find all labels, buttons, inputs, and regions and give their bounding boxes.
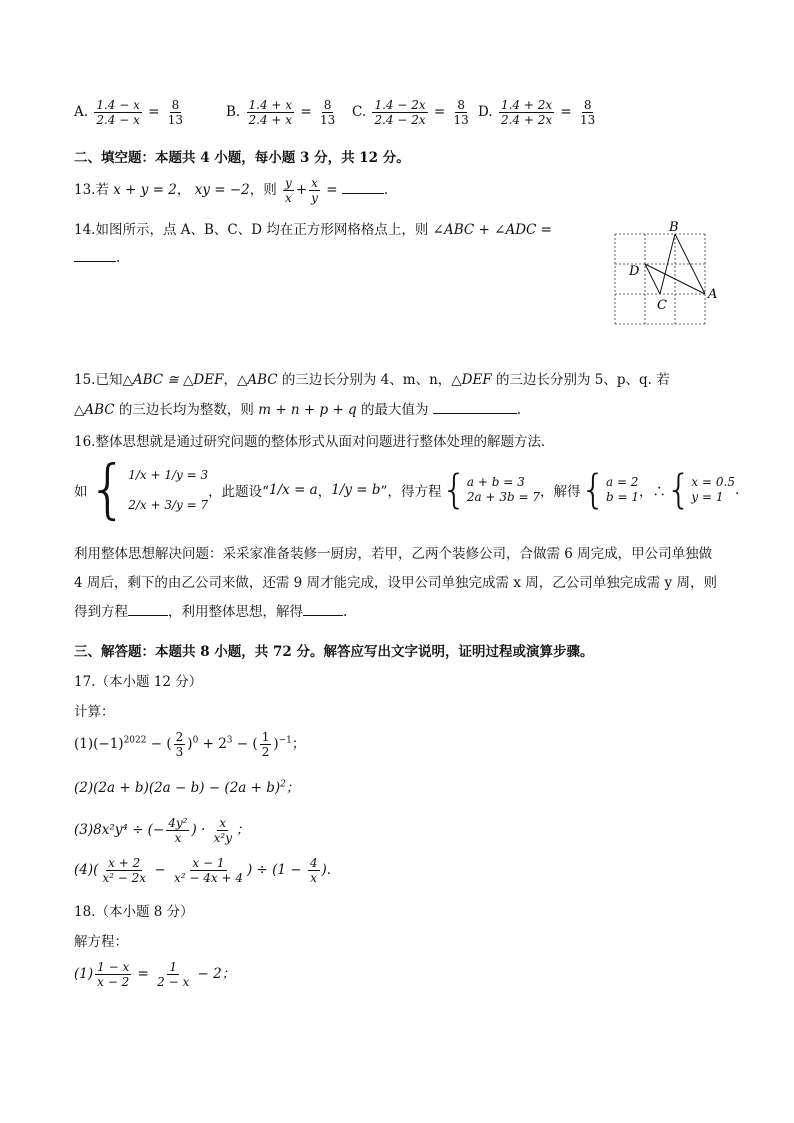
q14-expression: ∠ABC + ∠ADC = bbox=[432, 222, 552, 238]
system-line: a + b = 3 bbox=[466, 475, 525, 489]
system-line: b = 1 bbox=[605, 490, 639, 504]
q15-expression: m + n + p + q bbox=[258, 402, 357, 418]
option-label: B. bbox=[226, 104, 241, 120]
exponent: 2022 bbox=[123, 735, 147, 746]
q16-text: ，此题设“ bbox=[208, 484, 270, 500]
denominator: 13 bbox=[167, 113, 184, 127]
expr-text: + 2 bbox=[198, 736, 227, 752]
expr-text: − ( bbox=[232, 736, 258, 752]
fraction bbox=[452, 98, 471, 127]
question-18-head: 18.（本小题 8 分） bbox=[74, 904, 194, 920]
numerator: 2 bbox=[175, 730, 184, 744]
denominator: 2 − x bbox=[157, 975, 190, 989]
answer-blank[interactable] bbox=[433, 413, 517, 414]
question-17-head: 17.（本小题 12 分） bbox=[74, 674, 203, 690]
fraction bbox=[283, 176, 294, 205]
answer-blank[interactable] bbox=[342, 193, 384, 194]
q16-end: . bbox=[734, 482, 740, 498]
question-17-task: 计算： bbox=[74, 704, 115, 720]
q13-sep: ， bbox=[176, 182, 191, 198]
expr-text: = bbox=[133, 966, 154, 982]
fraction bbox=[166, 816, 189, 845]
q15-text: 的三边长分别为 4、m、n， bbox=[277, 372, 452, 388]
question-14 bbox=[74, 218, 552, 238]
option-a: A. $\frac{1.4 - x}{2.4 - x}$ = $\frac{8}{13}$ bbox=[74, 98, 184, 127]
denominator: x²y bbox=[213, 831, 232, 845]
substitution-b: 1/y = b bbox=[331, 482, 381, 498]
system-line: 2a + 3b = 7 bbox=[466, 490, 541, 504]
fraction bbox=[499, 98, 554, 127]
q16-text: ，∴ bbox=[638, 484, 666, 500]
question-15-line-2 bbox=[74, 398, 521, 418]
numerator: 1 − x bbox=[97, 960, 130, 974]
q17-part-3 bbox=[74, 816, 249, 845]
expr-text: − bbox=[150, 862, 170, 878]
numerator: x bbox=[219, 816, 227, 830]
denominator: y bbox=[311, 191, 318, 205]
system-line: x = 0.5 bbox=[691, 475, 735, 489]
numerator: 1.4 − x bbox=[96, 98, 140, 112]
question-16-problem bbox=[74, 540, 724, 627]
q15-triangle: △DEF bbox=[451, 372, 492, 388]
expr-text: ； bbox=[285, 780, 300, 796]
fraction bbox=[155, 960, 191, 989]
brace-icon: { bbox=[441, 467, 467, 513]
question-16-example bbox=[74, 453, 740, 527]
answer-blank-equation[interactable] bbox=[128, 615, 168, 616]
expr-text: ； bbox=[291, 736, 306, 752]
answer-blank-solution[interactable] bbox=[303, 615, 343, 616]
numerator: 1 bbox=[169, 960, 177, 974]
numerator: 4y² bbox=[168, 816, 188, 830]
q16-text: ，解得 bbox=[540, 484, 581, 500]
q15-text: 15.已知 bbox=[74, 372, 123, 388]
denominator: 13 bbox=[453, 113, 469, 127]
denominator: x bbox=[285, 191, 292, 205]
denominator: 2 bbox=[261, 745, 270, 759]
question-13 bbox=[74, 176, 388, 205]
expr-text: (1)(−1) bbox=[74, 736, 124, 752]
q16-problem-text: 利用整体思想解决问题：采采家准备装修一厨房，若甲，乙两个装修公司，合做需 6 周完成，甲公司单独做 4 周后，剩下的由乙公司来做，还需 9 周才能完成，设甲公司单独完成需 x 周，乙公司单独完成需 y 周，则得到方程 bbox=[74, 546, 717, 620]
fraction bbox=[172, 856, 245, 885]
numerator: 1.4 + x bbox=[248, 98, 293, 112]
expr-text: − 2； bbox=[193, 966, 236, 982]
system-3 bbox=[606, 475, 639, 505]
denominator: 2.4 − x bbox=[96, 113, 140, 127]
numerator: x + 2 bbox=[108, 856, 141, 870]
q15-triangle: △ABC bbox=[236, 372, 278, 388]
q16-text: ”，得方程 bbox=[380, 484, 442, 500]
exponent: −1 bbox=[278, 735, 292, 746]
fraction bbox=[174, 730, 186, 759]
question-15-line-1 bbox=[74, 368, 670, 388]
expr-text: (1) bbox=[74, 966, 94, 982]
fraction bbox=[95, 960, 131, 989]
q17-part-4 bbox=[74, 856, 331, 885]
option-c: C. $\frac{1.4 - 2x}{2.4 - 2x}$ = $\frac{8}{13}$ bbox=[352, 98, 469, 127]
q15-triangle: △ABC bbox=[74, 402, 115, 418]
q14-text: 14.如图所示，点 A、B、C、D 均在正方形网格格点上，则 bbox=[74, 222, 429, 238]
q15-text: 的三边长均为整数，则 bbox=[114, 402, 259, 418]
grid-figure bbox=[612, 220, 724, 330]
option-label: A. bbox=[74, 104, 89, 120]
q15-text: 的三边长分别为 5、p、q. 若 bbox=[491, 372, 670, 388]
expr-text: − ( bbox=[146, 736, 172, 752]
q16-text: ， bbox=[317, 484, 332, 500]
q14-end: . bbox=[116, 250, 121, 266]
fraction bbox=[100, 856, 148, 885]
fraction bbox=[247, 98, 295, 127]
exponent: 3 bbox=[226, 735, 233, 746]
q13-condition-1: x + y = 2 bbox=[113, 182, 177, 198]
numerator: 4 bbox=[309, 856, 318, 870]
label-c: C bbox=[657, 298, 667, 313]
denominator: x² − 2x bbox=[102, 871, 147, 885]
numerator: 1 bbox=[261, 730, 270, 744]
q13-then: ，则 bbox=[249, 182, 277, 198]
substitution-a: 1/x = a bbox=[269, 482, 318, 498]
numerator: 8 bbox=[583, 98, 592, 112]
exponent: 0 bbox=[192, 735, 199, 746]
numerator: 1.4 + 2x bbox=[500, 98, 553, 112]
numerator: 8 bbox=[323, 98, 332, 112]
brace-icon: { bbox=[87, 453, 129, 527]
denominator: x bbox=[310, 871, 318, 885]
denominator: 2.4 + x bbox=[248, 113, 293, 127]
denominator: 13 bbox=[319, 113, 336, 127]
question-16-intro: 16.整体思想就是通过研究问题的整体形式从面对问题进行整体处理的解题方法． bbox=[74, 434, 555, 450]
q15-text: 的最大值为 bbox=[356, 402, 429, 418]
numerator: x bbox=[311, 176, 318, 190]
fraction bbox=[318, 98, 337, 127]
expr-text: ) bbox=[187, 736, 193, 752]
option-label: C. bbox=[352, 104, 367, 120]
system-1 bbox=[128, 460, 208, 520]
system-line: 1/x + 1/y = 3 bbox=[128, 468, 209, 482]
q13-prefix: 13.若 bbox=[74, 182, 109, 198]
expr-text: (4)( bbox=[74, 862, 99, 878]
numerator: x − 1 bbox=[192, 856, 225, 870]
option-b: B. $\frac{1.4 + x}{2.4 + x}$ = $\frac{8}{13}$ bbox=[226, 98, 336, 127]
label-d: D bbox=[629, 264, 640, 279]
denominator: x − 2 bbox=[97, 975, 130, 989]
fraction bbox=[94, 98, 142, 127]
brace-icon: { bbox=[580, 467, 606, 513]
denominator: 2.4 + 2x bbox=[500, 113, 553, 127]
q13-end: . bbox=[383, 182, 389, 198]
q18-part-1 bbox=[74, 960, 235, 989]
q16-ru: 如 bbox=[74, 484, 88, 500]
question-18-task: 解方程： bbox=[74, 934, 128, 950]
fraction bbox=[212, 816, 234, 845]
q16-problem-text: ，利用整体思想，解得 bbox=[168, 604, 303, 620]
fraction bbox=[308, 856, 320, 885]
option-label: D. bbox=[478, 104, 493, 120]
expr-text: ) ÷ (1 − bbox=[246, 862, 306, 878]
denominator: x² − 4x + 4 bbox=[173, 871, 243, 885]
system-line: 2/x + 3/y = 7 bbox=[128, 498, 209, 512]
section-2-title: 二、填空题：本题共 4 小题，每小题 3 分，共 12 分。 bbox=[74, 150, 410, 166]
system-4 bbox=[691, 475, 735, 505]
equals-sign: = bbox=[326, 182, 338, 198]
system-line: y = 1 bbox=[691, 490, 724, 504]
denominator: 2.4 − 2x bbox=[374, 113, 426, 127]
q17-part-2 bbox=[74, 776, 299, 796]
denominator: x bbox=[174, 831, 182, 845]
numerator: y bbox=[285, 176, 292, 190]
denominator: 3 bbox=[175, 745, 184, 759]
q16-problem-text: . bbox=[343, 604, 348, 620]
numerator: 1.4 − 2x bbox=[374, 98, 426, 112]
q17-part-1 bbox=[74, 730, 305, 759]
plus-sign: + bbox=[295, 182, 308, 198]
fraction bbox=[166, 98, 185, 127]
expr-text: (3)8x²y⁴ ÷ (− bbox=[74, 822, 165, 838]
fraction bbox=[260, 730, 272, 759]
label-a: A bbox=[708, 287, 718, 302]
option-d: D. $\frac{1.4 + 2x}{2.4 + 2x}$ = $\frac{8}{13}$ bbox=[478, 98, 596, 127]
expr-text: ； bbox=[235, 822, 250, 838]
exponent: 2 bbox=[280, 779, 286, 790]
denominator: 13 bbox=[580, 113, 596, 127]
fraction bbox=[578, 98, 597, 127]
q13-condition-2: xy = −2 bbox=[194, 182, 250, 198]
q15-end: . bbox=[516, 402, 522, 418]
fraction bbox=[372, 98, 427, 127]
system-2 bbox=[467, 475, 540, 505]
q15-text: ， bbox=[223, 372, 237, 388]
fraction bbox=[309, 176, 320, 205]
expr-text: (2)(2a + b)(2a − b) − (2a + b) bbox=[74, 780, 281, 796]
expr-text: ) bbox=[273, 736, 279, 752]
brace-icon: { bbox=[665, 467, 692, 513]
q15-congruence: △ABC ≅ △DEF bbox=[122, 372, 224, 388]
expr-text: ). bbox=[321, 862, 332, 878]
answer-blank[interactable] bbox=[74, 261, 116, 262]
numerator: 8 bbox=[457, 98, 465, 112]
system-line: a = 2 bbox=[605, 475, 639, 489]
label-b: B bbox=[669, 220, 679, 235]
numerator: 8 bbox=[171, 98, 180, 112]
section-3-title: 三、解答题：本题共 8 小题，共 72 分。解答应写出文字说明，证明过程或演算步骤。 bbox=[74, 644, 594, 660]
q14-answer-line bbox=[74, 250, 120, 266]
expr-text: ) · bbox=[191, 822, 210, 838]
